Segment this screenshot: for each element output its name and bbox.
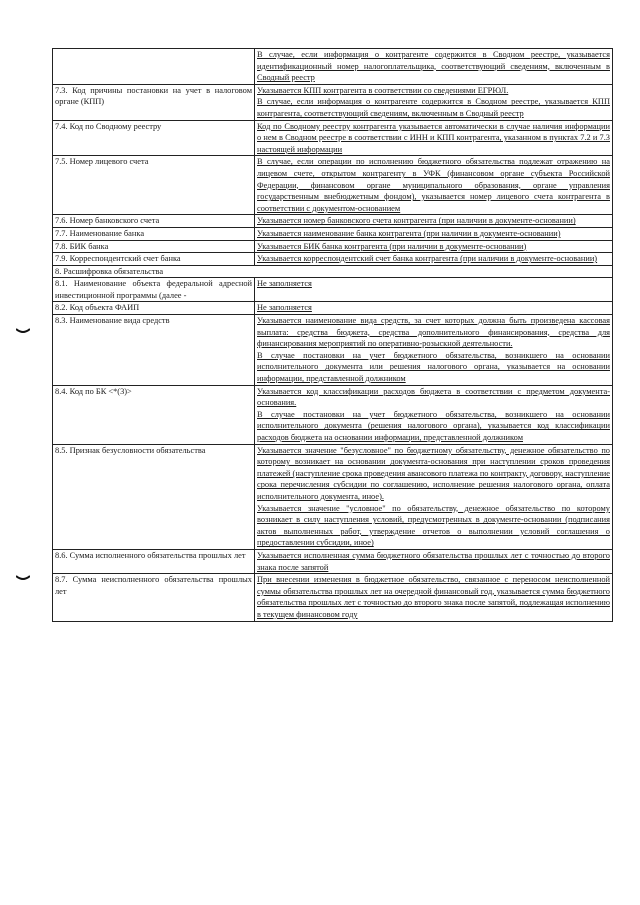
description-paragraph: Указывается корреспондентский счет банка контрагента (при наличии в документе-основании) (257, 254, 598, 264)
table-row (53, 240, 613, 253)
table-row (53, 444, 613, 549)
field-name-cell: 7.9. Корреспондентский счет банка (53, 253, 255, 266)
description-paragraph: Указывается код классификации расходов бюджета в соответствии с предметом документа-основания. (257, 386, 610, 408)
description-paragraph: Не заполняется (257, 303, 312, 313)
field-description-cell (255, 49, 613, 85)
field-description-cell (255, 156, 613, 215)
table-row (53, 549, 613, 573)
field-description-cell (255, 549, 613, 573)
field-name-cell: 7.6. Номер банковского счета (53, 215, 255, 228)
field-name-cell (53, 49, 255, 85)
field-description-cell (255, 278, 613, 302)
field-description-cell (255, 240, 613, 253)
description-paragraph: В случае, если информация о контрагенте содержится в Сводном реестре, указывается идентификационный номер налогоплательщика, соответствующий сведениям, включенным в Сводный реестр (257, 50, 610, 83)
section-heading: 8. Расшифровка обязательства (53, 265, 613, 278)
field-description-cell (255, 253, 613, 266)
table-row (53, 120, 613, 156)
margin-mark (16, 575, 30, 581)
field-name-cell: 7.7. Наименование банка (53, 227, 255, 240)
field-name-cell: 8.6. Сумма исполненного обязательства прошлых лет (53, 549, 255, 573)
field-description-cell (255, 302, 613, 315)
description-paragraph: Указывается БИК банка контрагента (при наличии в документе-основании) (257, 241, 527, 251)
field-description-cell (255, 120, 613, 156)
table-row (53, 302, 613, 315)
field-name-cell: 7.8. БИК банка (53, 240, 255, 253)
field-name-cell: 8.1. Наименование объекта федеральной адресной инвестиционной программы (далее - (53, 278, 255, 302)
field-description-cell (255, 215, 613, 228)
description-paragraph: В случае, если операции по исполнению бюджетного обязательства подлежат отражению на лицевом счете, открытом контрагенту в УФК (финансовом органе субъекта Российской Федерации, финансовом органе муниципального образования, органе управления государственным внебюджетным фондом), указывается номер лицевого счета контрагента в соответствии с документом-основанием (257, 157, 610, 213)
description-paragraph: В случае постановки на учет бюджетного обязательства, возникшего на основании исполнительного документа или решения налогового органа, указывается на основании информации, представленной должником (257, 350, 610, 384)
description-paragraph: В случае, если информация о контрагенте содержится в Сводном реестре, указывается КПП контрагента, соответствующий сведениям, включенным в Сводный реестр (257, 97, 610, 118)
description-paragraph: Указывается наименование банка контрагента (при наличии в документе-основании) (257, 228, 561, 238)
field-description-cell (255, 227, 613, 240)
field-description-cell (255, 84, 613, 120)
description-paragraph: Не заполняется (257, 279, 312, 289)
description-paragraph: Указывается значение "условное" по обязательству, денежное обязательство по которому возникает в силу наступления условий, предусмотренных в документе-основании (подписания актов выполненных работ, утверждение отчетов о выполнении условий соглашения о предоставлении субсидии, иное) (257, 503, 610, 548)
field-name-cell: 8.7. Сумма неисполненного обязательства прошлых лет (53, 574, 255, 621)
margin-mark (16, 328, 30, 334)
table-row (53, 315, 613, 386)
table-row (53, 385, 613, 444)
table-row (53, 215, 613, 228)
description-paragraph: Указывается значение "безусловное" по бюджетному обязательству, денежное обязательство по которому возникает на основании документа-основания при наступлении сроков проведения платежей (наступление срока проведения авансового платежа по контракту, договору, наступление срока перечисления субсидии по соглашению, исполнение решения налогового органа, оплата исполнительного документа, иное). (257, 445, 610, 501)
table-row (53, 253, 613, 266)
field-description-cell (255, 385, 613, 444)
field-name-cell: 7.4. Код по Сводному реестру (53, 120, 255, 156)
field-name-cell: 8.4. Код по БК <*(3)> (53, 385, 255, 444)
description-paragraph: Указывается наименование вида средств, за счет которых должна быть произведена кассовая выплата: средства бюджета, средства дополнительного финансирования, средства для финансирования мероприятий по оперативно-розыскной деятельности. (257, 316, 610, 349)
table-row (53, 574, 613, 621)
field-name-cell: 8.3. Наименование вида средств (53, 315, 255, 386)
table-row (53, 156, 613, 215)
table-row (53, 278, 613, 302)
field-name-cell: 8.5. Признак безусловности обязательства (53, 444, 255, 549)
table-row (53, 49, 613, 85)
table-body (53, 49, 613, 622)
field-name-cell: 8.2. Код объекта ФАИП (53, 302, 255, 315)
description-paragraph: При внесении изменения в бюджетное обязательство, связанное с переносом неисполненной суммы обязательства прошлых лет на очередной финансовый год, указывается сумма бюджетного обязательства прошлых лет с точностью до второго знака после запятой, подлежащая исполнению в текущем финансовом году (257, 575, 610, 619)
description-paragraph: В случае постановки на учет бюджетного обязательства, возникшего на основании исполнительного документа (решения налогового органа), указывается код классификации расходов бюджета на основании информации, представленной должником (257, 409, 610, 442)
description-paragraph: Код по Сводному реестру контрагента указывается автоматически в случае наличия информации о нем в Сводном реестре в соответствии с ИНН и КПП контрагента, указанном в пунктах 7.2 и 7.3 настоящей информации (257, 121, 610, 154)
table-row (53, 84, 613, 120)
field-name-cell: 7.5. Номер лицевого счета (53, 156, 255, 215)
table-row (53, 227, 613, 240)
table-row (53, 265, 613, 278)
field-description-cell (255, 315, 613, 386)
field-description-cell (255, 444, 613, 549)
instructions-table (52, 48, 613, 622)
description-paragraph: Указывается исполненная сумма бюджетного обязательства прошлых лет с точностью до второго знака после запятой (257, 550, 610, 572)
description-paragraph: Указывается номер банковского счета контрагента (при наличии в документе-основании) (257, 216, 576, 226)
field-name-cell: 7.3. Код причины постановки на учет в налоговом органе (КПП) (53, 84, 255, 120)
field-description-cell (255, 574, 613, 621)
description-paragraph: Указывается КПП контрагента в соответствии со сведениями ЕГРЮЛ. (257, 85, 509, 95)
